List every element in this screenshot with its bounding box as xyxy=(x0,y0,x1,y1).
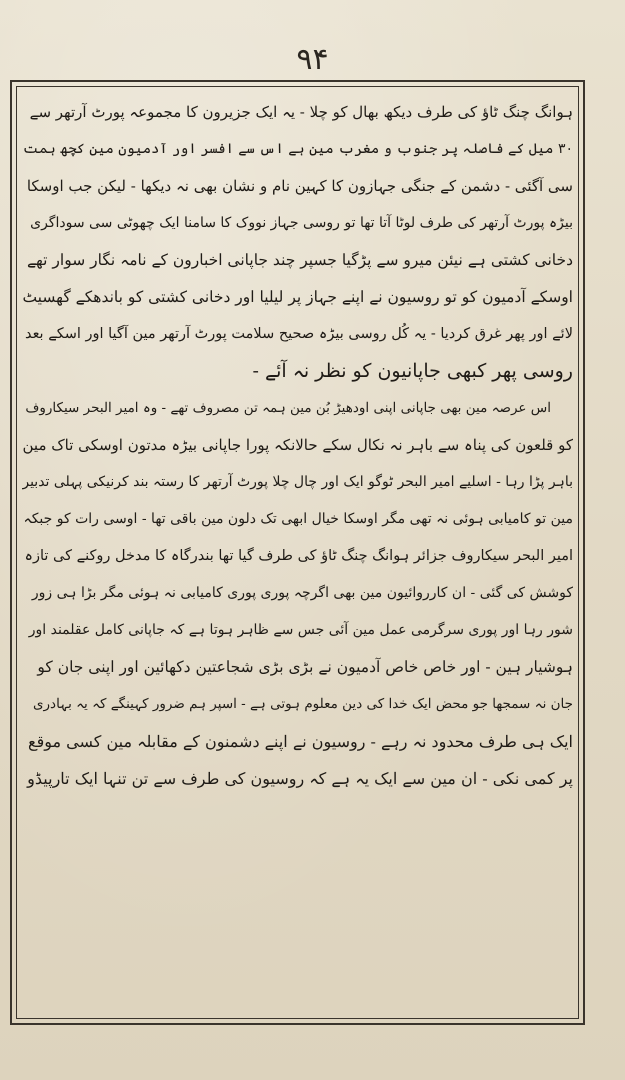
text-line-paragraph-start: اس عرصہ مین بھی جاپانی اپنی اودھیڑ بُن مین ہمہ تن مصروف تھے - وہ امیر البحر سیکاروف xyxy=(25,400,551,416)
text-line: ہوانگ چنگ ٹاؤ کی طرف دیکھ بھال کو چلا - یہ ایک جزیرون کا مجموعہ پورٹ آرتھر سے xyxy=(29,103,573,121)
text-line: ہوشیار ہین - اور خاص خاص آدمیون نے بڑی بڑی شجاعتین دکھائین اور اپنی جان کو xyxy=(37,658,573,676)
text-line: دخانی کشتی ہے نیئن میرو سے پڑگیا جسپر چند جاپانی اخبارون کے نامہ نگار سوار تھے xyxy=(26,251,573,269)
text-line: جان نہ سمجھا جو محض ایک خدا کی دین معلوم ہوتی ہے - اسپر ہم ضرور کہینگے کہ یہ بہادری xyxy=(32,696,573,712)
text-line: امیر البحر سیکاروف جزائر ہوانگ چنگ ٹاؤ کی طرف گیا تھا بندرگاہ کا مدخل روکنے کی تازہ xyxy=(24,548,573,564)
page-number: ۹۴ xyxy=(296,42,329,77)
text-line: کوشش کی گئی - ان کارروائیون مین بھی اگرچہ پوری پوری کامیابی نہ ہوئی مگر بڑا ہی زور xyxy=(31,585,573,601)
text-line: کو قلعون کی پناہ سے باہر نہ نکال سکے حالانکہ پورا جاپانی بیڑہ مدتون اوسکی تاک مین xyxy=(22,436,573,454)
text-line: پر کمی نکی - ان مین سے ایک یہ ہے کہ روسیون کی طرف سے تن تنہا ایک تارپیڈو xyxy=(27,769,573,788)
text-line: سی آگئی - دشمن کے جنگی جہازون کا کہین نام و نشان بھی نہ دیکھا - لیکن جب اوسکا xyxy=(26,177,573,195)
body-text xyxy=(22,94,573,797)
text-line: ایک ہی طرف محدود نہ رہے - روسیون نے اپنے دشمنون کے مقابلہ مین کسی موقع xyxy=(28,732,573,751)
text-line: لائے اور پھر غرق کردیا - یہ کُل روسی بیڑہ صحیح سلامت پورٹ آرتھر مین آگیا اور اسکے بعد xyxy=(24,326,573,342)
text-line: باہر پڑا رہا - اسلیے امیر البحر ٹوگو ایک اور چال چلا پورٹ آرتھر کا رستہ بند کرنیکی پہلی تدبیر xyxy=(22,474,573,490)
text-line-paragraph-end: روسی پھر کبھی جاپانیون کو نظر نہ آئے - xyxy=(252,360,573,382)
text-line: ۳۰ میل کے فاصلہ پر جنوب و مغرب مین ہے اس سے افسر اور آدمیون مین کچھ ہمت xyxy=(22,141,573,157)
text-line: اوسکے آدمیون کو تو روسیون نے اپنے جہاز پر لیلیا اور دخانی کشتی کو باندھکے گھسیٹ xyxy=(22,288,573,306)
text-line: شور رہا اور پوری سرگرمی عمل مین آئی جس سے ظاہر ہوتا ہے کہ جاپانی کامل عقلمند اور xyxy=(28,622,573,638)
text-line: مین تو کامیابی ہوئی نہ تھی مگر اوسکا خیال ابھی تک دلون مین باقی تھا - اوسی رات کو جبکہ xyxy=(23,511,573,527)
text-line: بیڑہ پورٹ آرتھر کی طرف لوٹا آتا تھا تو روسی جہاز نووک کا سامنا ایک چھوٹی سی سوداگری xyxy=(30,215,573,231)
